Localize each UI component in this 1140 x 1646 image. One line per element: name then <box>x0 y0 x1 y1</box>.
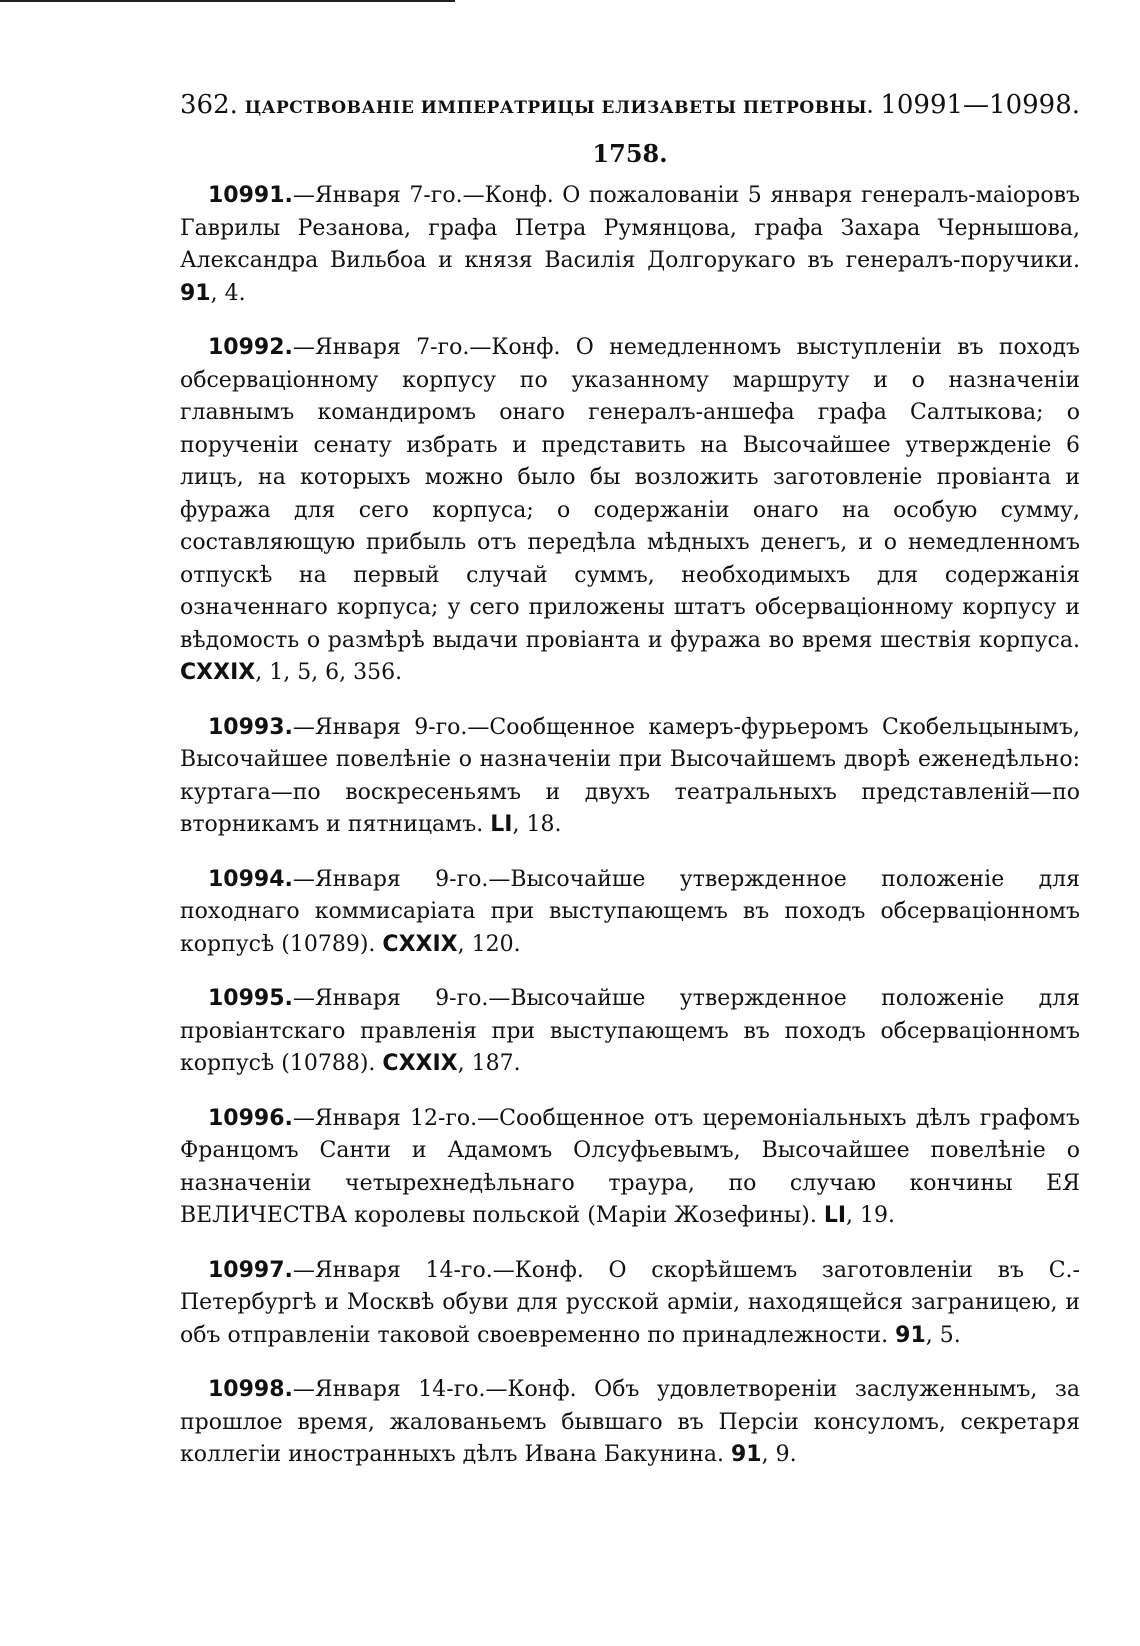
entry <box>180 1255 1080 1353</box>
entry-reference: CXXIX <box>382 1051 458 1076</box>
entry-number: 10992. <box>208 335 293 360</box>
entry-reference-tail: , 120. <box>457 931 521 957</box>
entry-number: 10998. <box>208 1377 293 1402</box>
entry-reference-tail: , 5. <box>925 1322 961 1348</box>
entry-number: 10997. <box>208 1257 293 1283</box>
entry-reference: 91 <box>731 1442 762 1467</box>
entry-text: —Января 9-го.—Сообщенное камеръ-фурьеромъ Скобельцынымъ, Высочайшее повелѣніе о назначеніи при Высочайшемъ дворѣ еженедѣльно: куртага—по воскресеньямъ и двухъ театральныхъ представленій—по вторникамъ и пятницамъ. <box>180 714 1080 837</box>
entry-number: 10996. <box>208 1105 293 1131</box>
document-page <box>180 88 1080 1494</box>
entry-reference-tail: , 9. <box>761 1442 797 1467</box>
year-heading: 1758. <box>592 139 668 168</box>
entry-range: 10991—10998. <box>880 90 1080 120</box>
entry <box>180 180 1080 310</box>
entry <box>180 1374 1080 1472</box>
entry-text: —Января 14-го.—Конф. Объ удовлетвореніи заслуженнымъ, за прошлое время, жалованьемъ бывшаго въ Персіи консуломъ, секретаря коллегіи иностранныхъ дѣлъ Ивана Бакунина. <box>180 1377 1080 1467</box>
running-title: ЦАРСТВОВАНІЕ ИМПЕРАТРИЦЫ ЕЛИЗАВЕТЫ ПЕТРОВНЫ. <box>244 98 874 118</box>
entry <box>180 712 1080 842</box>
entry-text: —Января 9-го.—Высочайше утвержденное положеніе для походнаго коммисаріата при выступающемъ въ походъ обсерваціонномъ корпусѣ (10789). <box>180 866 1080 957</box>
entry <box>180 864 1080 962</box>
entry-reference-tail: , 18. <box>512 812 562 837</box>
entry-text: —Января 7-го.—Конф. О немедленномъ выступленіи въ походъ обсерваціонному корпусу по указанному маршруту и о назначеніи главнымъ командиромъ онаго генералъ-аншефа графа Салтыкова; о порученіи сенату избрать и представить на Высочайшее утвержденіе 6 лицъ, на которыхъ можно было бы возложить заготовленіе провіанта и фуража для сего корпуса; о содержаніи онаго на особую сумму, составляющую прибыль отъ передѣла мѣдныхъ денегъ, и о немедленномъ отпускѣ на первый случай суммъ, необходимыхъ для содержанія означеннаго корпуса; у сего приложены штатъ обсерваціонному корпусу и вѣдомость о размѣрѣ выдачи провіанта и фуража во время шествія корпуса. <box>180 335 1080 653</box>
entry-reference-tail: , 19. <box>846 1203 896 1228</box>
entry-number: 10994. <box>208 866 293 892</box>
entry-reference: 91 <box>895 1322 926 1348</box>
entry <box>180 983 1080 1081</box>
entry-text: —Января 12-го.—Сообщенное отъ церемоніальныхъ дѣлъ графомъ Францомъ Санти и Адамомъ Олсуфьевымъ, Высочайшее повелѣніе о назначеніи четырехнедѣльнаго траура, по случаю кончины ЕЯ ВЕЛИЧЕСТВА королевы польской (Маріи Жозефины). <box>180 1105 1080 1228</box>
entry-reference-tail: , 187. <box>457 1051 521 1076</box>
entry-reference: 91 <box>180 280 211 306</box>
entry-reference: CXXIX <box>180 660 256 685</box>
entry-text: —Января 14-го.—Конф. О скорѣйшемъ заготовленіи въ С.-Петербургѣ и Москвѣ обуви для русской арміи, находящейся заграницею, и объ отправленіи таковой своевременно по принадлежности. <box>180 1257 1080 1348</box>
entry-number: 10995. <box>208 986 293 1011</box>
entry-number: 10991. <box>208 183 293 208</box>
running-head <box>180 88 1080 125</box>
entry-number: 10993. <box>208 714 293 740</box>
entry <box>180 1103 1080 1233</box>
entry-reference-tail: , 1, 5, 6, 356. <box>255 660 403 685</box>
entry-text: —Января 7-го.—Конф. О пожалованіи 5 января генералъ-маіоровъ Гаврилы Резанова, графа Петра Румянцова, графа Захара Чернышова, Александра Вильбоа и князя Василія Долгорукаго въ генералъ-поручики. <box>180 183 1080 273</box>
entry-text: —Января 9-го.—Высочайше утвержденное положеніе для провіантскаго правленія при выступающемъ въ походъ обсерваціонномъ корпусѣ (10788). <box>180 986 1080 1076</box>
entry-reference: LI <box>490 812 513 837</box>
scan-border-line <box>0 0 455 2</box>
entry-reference: LI <box>823 1203 847 1228</box>
entry <box>180 332 1080 690</box>
entry-reference-tail: , 4. <box>210 280 246 306</box>
page-number: 362. <box>180 90 238 120</box>
entry-reference: CXXIX <box>382 931 458 957</box>
